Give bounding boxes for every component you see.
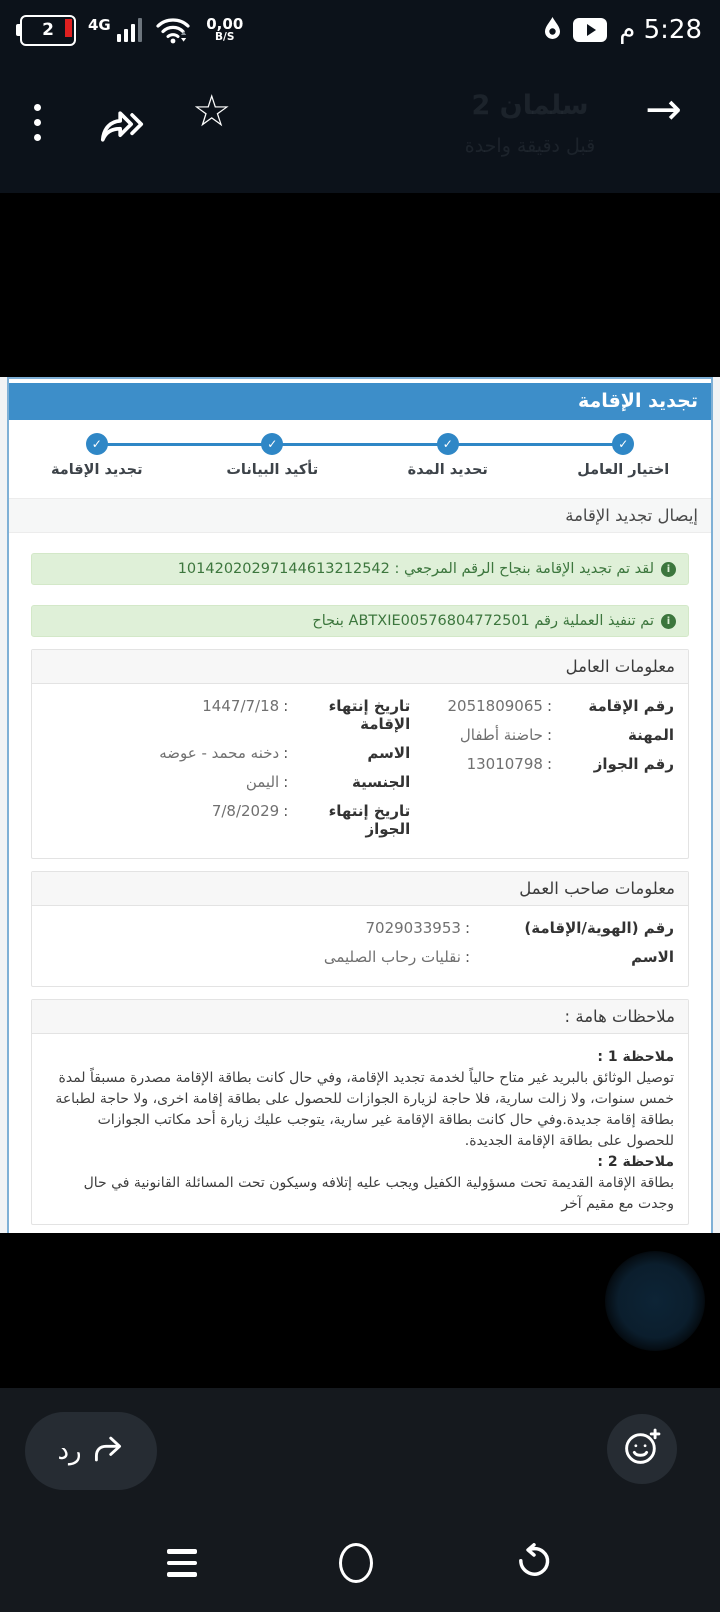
success-alert-reference xyxy=(31,553,689,585)
worker-fields-left xyxy=(46,697,410,849)
status-left-icons xyxy=(16,15,243,46)
info-icon: i xyxy=(661,562,676,577)
employer-panel-title: معلومات صاحب العمل xyxy=(32,872,688,906)
letterbox-bottom xyxy=(0,1233,720,1388)
worker-fields-right xyxy=(410,697,674,849)
worker-panel-title: معلومات العامل xyxy=(32,650,688,684)
next-status-arrow-icon[interactable]: → xyxy=(645,84,682,135)
success-alert-operation xyxy=(31,605,689,637)
reply-button[interactable] xyxy=(25,1412,157,1490)
note1-label: ملاحظة 1 : xyxy=(597,1049,674,1065)
star-icon[interactable]: ☆ xyxy=(192,86,232,137)
field-passport-expiry: تاريخ إنتهاء الجواز : 7/8/2029 xyxy=(211,802,411,838)
network-type-label: 4G xyxy=(88,16,111,34)
status-time-ago: قبل دقيقة واحدة xyxy=(464,135,596,157)
field-occupation: المهنة : حاضنة أطفال xyxy=(459,726,674,744)
field-passport-number: رقم الجواز : 13010798 xyxy=(466,755,674,773)
network-speed-value: 0,00 xyxy=(206,14,244,33)
service-card xyxy=(7,377,713,1293)
step-renew-iqama: ✓ تجديد الإقامة xyxy=(9,433,185,478)
reply-arrow-icon xyxy=(91,1434,125,1468)
info-icon: i xyxy=(661,614,676,629)
employer-info-panel xyxy=(31,871,689,987)
note2-text: بطاقة الإقامة القديمة تحت مسؤولية الكفيل ويجب عليه إتلافه وسيكون تحت المسائلة القانونية في حال وجدت مع مقيم آخر xyxy=(83,1175,674,1212)
forward-icon[interactable] xyxy=(98,104,146,152)
status-bar xyxy=(0,0,720,60)
page-title: تجديد الإقامة xyxy=(9,383,711,420)
note1-text: توصيل الوثائق بالبريد غير متاح حالياً لخدمة تجديد الإقامة، وفي حال كانت بطاقة الإقامة مصدرة مسبقاً لمدة خمس سنوات، ولا زالت سارية، فلا حاجة لزيارة الجوازات للحصول على بطاقة إقامة اخرى، ولا حاجة لطباعة بطاقة إقامة جديدة.وفي حال كانت بطاقة الإقامة غير سارية، يتوجب عليك زيارة أحد مكاتب الجوازات للحصول على بطاقة الإقامة الجديدة. xyxy=(55,1070,674,1149)
step-check-icon: ✓ xyxy=(86,433,108,455)
status-owner-watermark xyxy=(450,90,610,157)
wifi-icon xyxy=(154,15,194,45)
step-confirm-data: ✓ تأكيد البيانات xyxy=(185,433,361,478)
battery-icon xyxy=(16,15,76,46)
important-notes-panel xyxy=(31,999,689,1225)
step-check-icon: ✓ xyxy=(261,433,283,455)
battery-low-indicator xyxy=(65,19,72,37)
field-iqama-number: رقم الإقامة : 2051809065 xyxy=(447,697,674,715)
worker-info-panel xyxy=(31,649,689,859)
step-check-icon: ✓ xyxy=(612,433,634,455)
receipt-section-title: إيصال تجديد الإقامة xyxy=(9,498,711,533)
page-background xyxy=(0,377,720,1233)
viewer-action-bar xyxy=(0,60,720,193)
battery-level: 2 xyxy=(42,20,54,40)
field-employer-name: الاسم : نقليات رحاب الصليمى xyxy=(323,948,674,966)
alert-text: تم تنفيذ العملية رقم ABTXIE00576804772501 بنجاح xyxy=(312,613,654,629)
notification-drop-icon xyxy=(544,16,561,44)
battery-body xyxy=(20,15,76,46)
field-iqama-expiry: تاريخ إنتهاء الإقامة : 1447/7/18 xyxy=(202,697,411,733)
progress-stepper xyxy=(9,420,711,498)
step-check-icon: ✓ xyxy=(437,433,459,455)
letterbox-top xyxy=(0,193,720,377)
field-worker-name: الاسم : دخنه محمد - عوضه xyxy=(159,744,411,762)
status-right-icons xyxy=(544,15,704,45)
step-choose-worker: ✓ اختيار العامل xyxy=(536,433,712,478)
signal-strength-icon xyxy=(117,18,143,42)
notes-panel-title: ملاحظات هامة : xyxy=(32,1000,688,1034)
note2-label: ملاحظة 2 : xyxy=(597,1154,674,1170)
dimmed-avatar-glow xyxy=(605,1251,705,1351)
step-select-duration: ✓ تحديد المدة xyxy=(360,433,536,478)
overflow-menu-icon[interactable] xyxy=(34,104,41,141)
recents-nav-icon[interactable] xyxy=(167,1549,197,1577)
network-speed-unit: B/S xyxy=(215,31,235,44)
back-nav-icon[interactable] xyxy=(515,1543,553,1583)
field-nationality: الجنسية : اليمن xyxy=(245,773,411,791)
reply-label: رد xyxy=(57,1436,82,1466)
status-owner-name: سلمان 2 xyxy=(471,90,589,121)
youtube-icon xyxy=(573,18,607,42)
add-reaction-button[interactable] xyxy=(607,1414,677,1484)
viewer-bottom-bar xyxy=(0,1388,720,1612)
alert-text: لقد تم تجديد الإقامة بنجاح الرقم المرجعي : 10142020297144613212542 xyxy=(177,561,654,577)
emoji-plus-icon xyxy=(622,1427,662,1471)
home-nav-icon[interactable] xyxy=(339,1543,373,1583)
network-speed-indicator xyxy=(206,14,244,44)
android-nav-bar xyxy=(0,1543,720,1583)
status-time: 5:28 م xyxy=(619,15,702,45)
field-employer-id: رقم (الهوية/الإقامة) : 7029033953 xyxy=(365,919,674,937)
